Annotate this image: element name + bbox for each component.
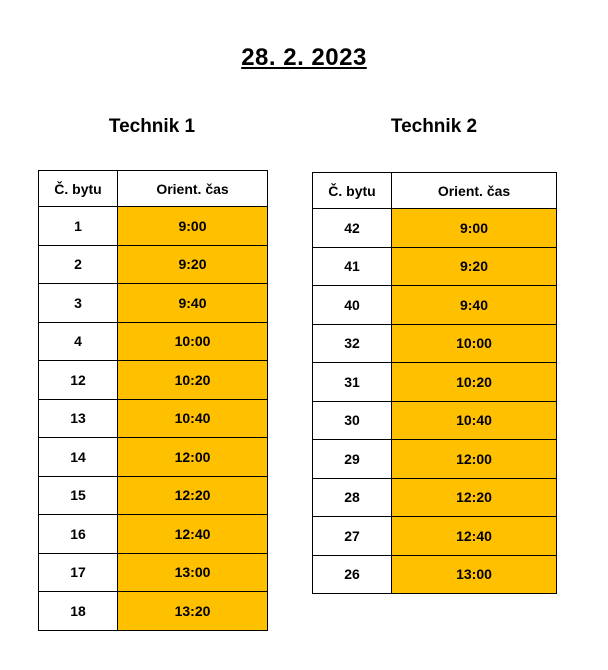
table-row	[313, 363, 557, 402]
apartment-number-cell: 29	[313, 440, 392, 479]
apartment-number-cell: 18	[39, 592, 118, 631]
apartment-number-cell: 26	[313, 555, 392, 594]
time-cell: 12:00	[392, 440, 557, 479]
technician-1-schedule-table	[38, 170, 268, 631]
table-row	[39, 515, 268, 554]
apartment-number-cell: 14	[39, 438, 118, 477]
technician-2-title: Technik 2	[390, 116, 478, 137]
apartment-number-cell: 2	[39, 245, 118, 284]
apartment-number-cell: 27	[313, 517, 392, 556]
apartment-number-cell: 3	[39, 284, 118, 323]
table-row	[313, 401, 557, 440]
table-row	[39, 284, 268, 323]
table-row	[39, 361, 268, 400]
time-cell: 9:40	[392, 286, 557, 325]
time-cell: 12:40	[118, 515, 268, 554]
apartment-number-cell: 12	[39, 361, 118, 400]
table-header-row	[39, 171, 268, 207]
technician-1-title: Technik 1	[108, 116, 196, 137]
apartment-number-cell: 17	[39, 553, 118, 592]
table-row	[39, 245, 268, 284]
time-cell: 12:20	[392, 478, 557, 517]
table-row	[39, 399, 268, 438]
apartment-number-cell: 15	[39, 476, 118, 515]
time-cell: 10:00	[118, 322, 268, 361]
table-row	[313, 517, 557, 556]
table-row	[313, 247, 557, 286]
time-column-header: Orient. čas	[392, 173, 557, 209]
time-cell: 10:20	[118, 361, 268, 400]
apartment-number-cell: 41	[313, 247, 392, 286]
table-row	[313, 440, 557, 479]
time-cell: 9:20	[392, 247, 557, 286]
time-cell: 13:00	[118, 553, 268, 592]
table-row	[39, 207, 268, 246]
apartment-number-cell: 31	[313, 363, 392, 402]
apartment-number-cell: 40	[313, 286, 392, 325]
table-row	[313, 478, 557, 517]
table-row	[39, 553, 268, 592]
time-cell: 13:20	[118, 592, 268, 631]
time-cell: 12:00	[118, 438, 268, 477]
time-cell: 10:00	[392, 324, 557, 363]
table-row	[313, 324, 557, 363]
time-cell: 9:00	[392, 209, 557, 248]
table-row	[313, 209, 557, 248]
apartment-number-cell: 30	[313, 401, 392, 440]
table-row	[39, 592, 268, 631]
apartment-number-cell: 1	[39, 207, 118, 246]
time-cell: 9:00	[118, 207, 268, 246]
time-cell: 10:40	[392, 401, 557, 440]
apartment-number-cell: 32	[313, 324, 392, 363]
time-cell: 13:00	[392, 555, 557, 594]
table-row	[313, 555, 557, 594]
apartment-number-cell: 4	[39, 322, 118, 361]
apartment-number-cell: 28	[313, 478, 392, 517]
technician-2-schedule-table	[312, 172, 557, 594]
time-column-header: Orient. čas	[118, 171, 268, 207]
time-cell: 12:40	[392, 517, 557, 556]
table-row	[39, 438, 268, 477]
apartment-number-cell: 16	[39, 515, 118, 554]
time-cell: 9:20	[118, 245, 268, 284]
apartment-number-cell: 13	[39, 399, 118, 438]
time-cell: 12:20	[118, 476, 268, 515]
apartment-column-header: Č. bytu	[39, 171, 118, 207]
time-cell: 10:20	[392, 363, 557, 402]
page-date-title: 28. 2. 2023	[241, 44, 367, 71]
table-row	[39, 322, 268, 361]
time-cell: 9:40	[118, 284, 268, 323]
table-header-row	[313, 173, 557, 209]
apartment-column-header: Č. bytu	[313, 173, 392, 209]
table-row	[313, 286, 557, 325]
table-row	[39, 476, 268, 515]
time-cell: 10:40	[118, 399, 268, 438]
apartment-number-cell: 42	[313, 209, 392, 248]
